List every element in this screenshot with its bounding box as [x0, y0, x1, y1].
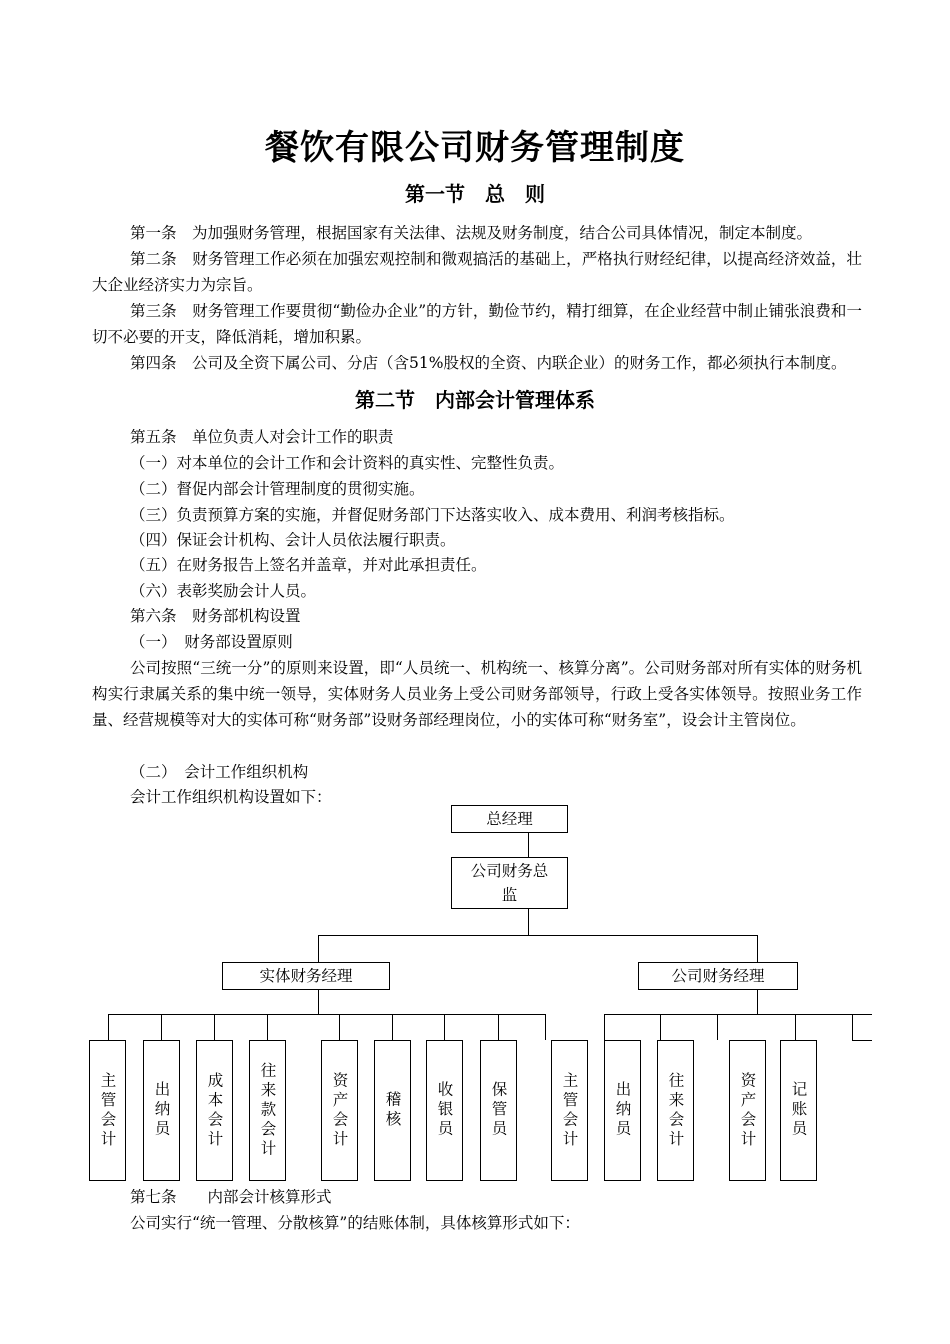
staff-label: 往来款会计 [258, 1061, 277, 1160]
org-node-staff [729, 1040, 766, 1181]
connector-line [214, 1014, 215, 1040]
principle-paragraph: 公司按照“三统一分”的原则来设置，即“人员统一、机构统一、核算分离”。公司财务部对所有实体的财务机构实行隶属关系的集中统一领导，实体财务人员业务上受公司财务部领导，行政上受各实体领导。按照业务工作量、经营规模等对大的实体可称“财务部”设财务部经理岗位，小的实体可称“财务室”，设会计主管岗位。 [92, 659, 862, 729]
staff-label: 收银员 [435, 1081, 454, 1140]
org-node-staff [480, 1040, 517, 1181]
document-title: 餐饮有限公司财务管理制度 [265, 128, 685, 168]
staff-label: 资产会计 [738, 1071, 757, 1150]
staff-label: 成本会计 [205, 1071, 224, 1150]
connector-line [795, 1014, 796, 1040]
section-heading-1: 第一节 总 则 [405, 182, 545, 206]
org-node-staff [426, 1040, 463, 1181]
article-3: 第三条 财务管理工作要贯彻“勤俭办企业”的方针，勤俭节约，精打细算，在企业经营中制止铺张浪费和一切不必要的开支，降低消耗，增加积累。 [92, 302, 862, 346]
staff-label: 主管会计 [98, 1071, 117, 1150]
article-7: 第七条 内部会计核算形式 [130, 1188, 332, 1206]
duty-item: （五）在财务报告上签名并盖章，并对此承担责任。 [130, 556, 487, 574]
staff-label: 稽核 [383, 1091, 402, 1130]
org-node-general-manager: 总经理 [451, 805, 568, 833]
duty-item: （一）对本单位的会计工作和会计资料的真实性、完整性负责。 [130, 454, 565, 472]
connector-line [757, 989, 758, 1014]
connector-line [545, 1014, 546, 1040]
connector-line [318, 935, 758, 936]
org-node-staff [143, 1040, 180, 1181]
duty-item: （四）保证会计机构、会计人员依法履行职责。 [130, 531, 456, 549]
connector-line [267, 1014, 268, 1040]
connector-line [852, 1040, 872, 1041]
duty-item: （六）表彰奖励会计人员。 [130, 582, 317, 600]
staff-label: 出纳员 [613, 1081, 632, 1140]
article-2: 第二条 财务管理工作必须在加强宏观控制和微观搞活的基础上，严格执行财经纪律，以提高经济效益，壮大企业经济实力为宗旨。 [92, 250, 862, 294]
org-node-company-finance-manager: 公司财务经理 [638, 962, 798, 990]
connector-line [318, 989, 319, 1014]
section-heading-2: 第二节 内部会计管理体系 [355, 388, 595, 412]
connector-line [108, 1014, 545, 1015]
connector-line [161, 1014, 162, 1040]
staff-label: 出纳员 [152, 1081, 171, 1140]
connector-line [444, 1014, 445, 1040]
connector-line [318, 935, 319, 962]
article-6: 第六条 财务部机构设置 [130, 607, 301, 625]
org-node-staff [780, 1040, 817, 1181]
org-node-staff [604, 1040, 641, 1181]
connector-line [498, 1014, 499, 1040]
connector-line [852, 1014, 853, 1040]
staff-label: 主管会计 [560, 1071, 579, 1150]
org-node-staff [374, 1040, 411, 1181]
connector-line [528, 832, 529, 857]
org-node-staff [89, 1040, 126, 1181]
org-intro: 会计工作组织机构设置如下： [130, 788, 332, 806]
article-5: 第五条 单位负责人对会计工作的职责 [130, 428, 394, 446]
org-node-staff [657, 1040, 694, 1181]
subsection-1: （一） 财务部设置原则 [130, 633, 293, 651]
connector-line [757, 935, 758, 962]
article-7-text: 公司实行“统一管理、分散核算”的结账体制，具体核算形式如下： [130, 1214, 580, 1232]
duty-item: （二）督促内部会计管理制度的贯彻实施。 [130, 480, 425, 498]
connector-line [717, 1014, 718, 1040]
staff-label: 保管员 [489, 1081, 508, 1140]
staff-label: 资产会计 [330, 1071, 349, 1150]
connector-line [528, 908, 529, 935]
article-4: 第四条 公司及全资下属公司、分店（含51%股权的全资、内联企业）的财务工作，都必须执行本制度。 [130, 354, 847, 372]
org-node-staff [196, 1040, 233, 1181]
org-node-entity-finance-manager: 实体财务经理 [222, 962, 390, 990]
connector-line [604, 1014, 872, 1015]
subsection-2: （二） 会计工作组织机构 [130, 763, 309, 781]
org-node-staff [321, 1040, 358, 1181]
connector-line [660, 1014, 661, 1040]
org-node-staff [249, 1040, 286, 1181]
connector-line [604, 1014, 605, 1040]
staff-label: 记账员 [789, 1081, 808, 1140]
article-1: 第一条 为加强财务管理，根据国家有关法律、法规及财务制度，结合公司具体情况，制定本制度。 [130, 224, 813, 242]
staff-label: 往来会计 [666, 1071, 685, 1150]
connector-line [392, 1014, 393, 1040]
duty-item: （三）负责预算方案的实施，并督促财务部门下达落实收入、成本费用、利润考核指标。 [130, 506, 735, 524]
connector-line [108, 1014, 109, 1040]
org-chart [0, 800, 950, 1190]
org-node-staff [551, 1040, 588, 1181]
org-node-cfo: 公司财务总监 [451, 857, 568, 909]
connector-line [339, 1014, 340, 1040]
